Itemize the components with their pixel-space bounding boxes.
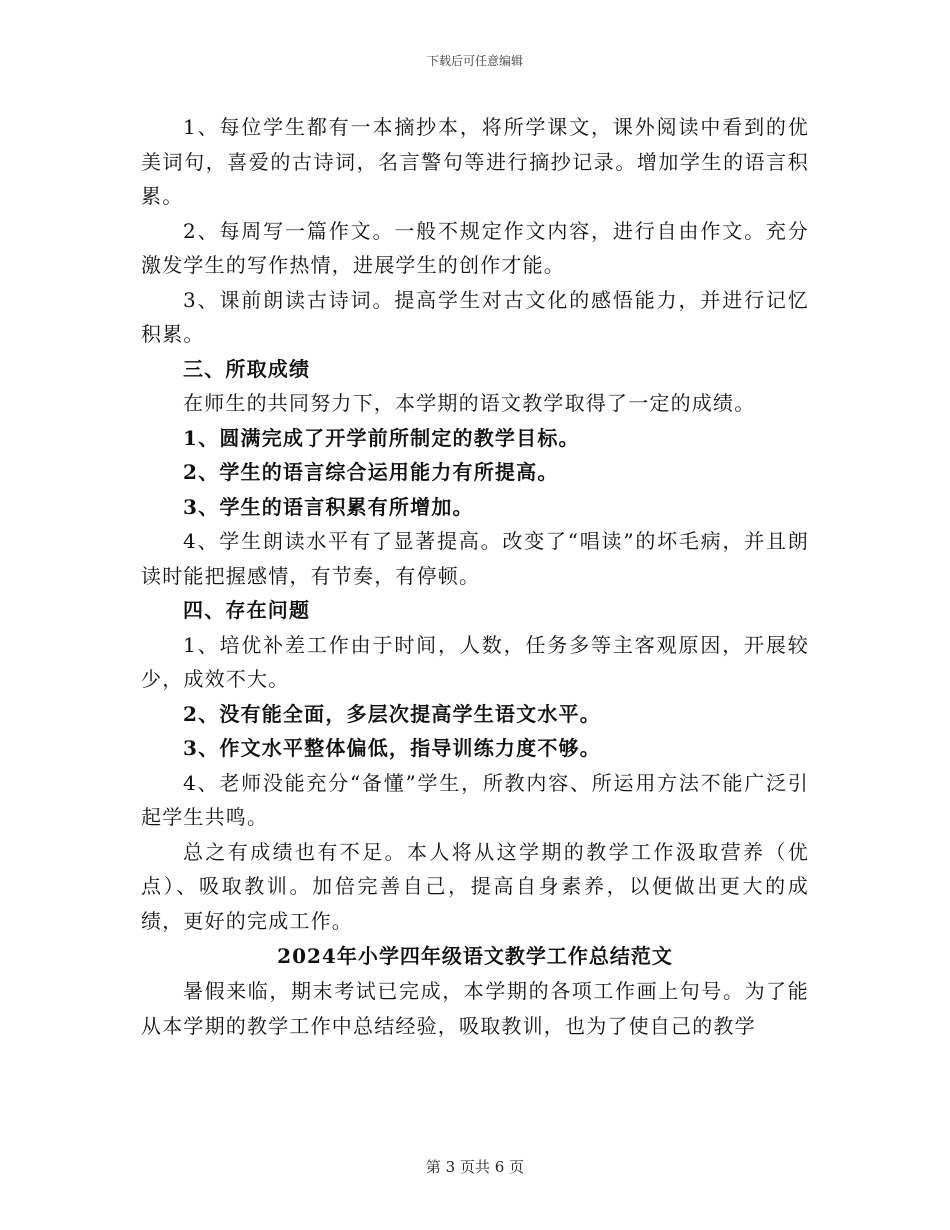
achievement-2: 2、学生的语言综合运用能力有所提高。 xyxy=(183,460,559,484)
achievement-3: 3、学生的语言积累有所增加。 xyxy=(183,494,474,519)
paragraph-3: 3、课前朗读古诗词。提高学生对古文化的感悟能力，并进行记忆积累。 xyxy=(141,287,809,346)
problem-2: 2、没有能全面，多层次提高学生语文水平。 xyxy=(183,701,601,726)
paragraph-2: 2、每周写一篇作文。一般不规定作文内容，进行自由作文。充分激发学生的写作热情，进展学生的创作才能。 xyxy=(141,218,809,277)
achievement-1: 1、圆满完成了开学前所制定的教学目标。 xyxy=(183,425,580,450)
paragraph-achievements-intro: 在师生的共同努力下，本学期的语文教学取得了一定的成绩。 xyxy=(183,391,756,415)
page-header: 下载后可任意编辑 xyxy=(426,54,523,68)
problem-3: 3、作文水平整体偏低，指导训练力度不够。 xyxy=(183,736,601,760)
section-title: 2024年小学四年级语文教学工作总结范文 xyxy=(277,944,673,968)
heading-achievements: 三、所取成绩 xyxy=(183,356,311,381)
page-footer: 第 3 页共 6 页 xyxy=(425,1158,525,1176)
document-body xyxy=(141,110,809,1043)
achievement-4: 4、学生朗读水平有了显著提高。改变了“唱读”的坏毛病，并且朗读时能把握感情，有节奏，有停顿。 xyxy=(141,529,809,588)
heading-problems: 四、存在问题 xyxy=(183,598,311,622)
problem-4: 4、老师没能充分“备懂”学生，所教内容、所运用方法不能广泛引起学生共鸣。 xyxy=(141,770,809,829)
paragraph-1: 1、每位学生都有一本摘抄本，将所学课文，课外阅读中看到的优美词句，喜爱的古诗词，名言警句等进行摘抄记录。增加学生的语言积累。 xyxy=(141,115,809,208)
problem-1: 1、培优补差工作由于时间，人数，任务多等主客观原因，开展较少，成效不大。 xyxy=(141,632,809,691)
paragraph-conclusion: 总之有成绩也有不足。本人将从这学期的教学工作汲取营养（优点）、吸取教训。加倍完善自己，提高自身素养，以便做出更大的成绩，更好的完成工作。 xyxy=(141,839,809,933)
paragraph-intro: 暑假来临，期末考试已完成，本学期的各项工作画上句号。为了能从本学期的教学工作中总结经验，吸取教训，也为了使自己的教学 xyxy=(141,979,809,1038)
